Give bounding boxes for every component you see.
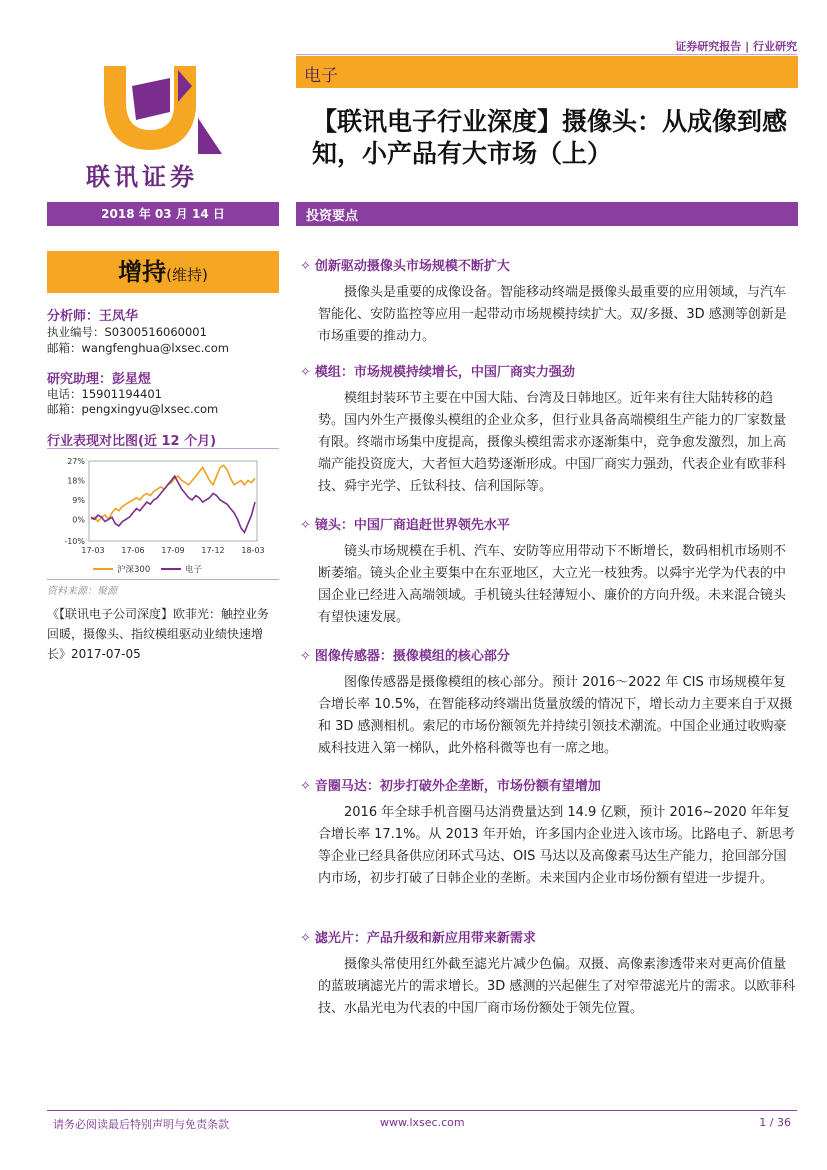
report-type-tag: 证券研究报告 | 行业研究	[675, 40, 797, 53]
chart-plot-frame	[89, 461, 257, 541]
footer-website[interactable]: www.lxsec.com	[380, 1116, 465, 1129]
assistant-email[interactable]: 邮箱：pengxingyu@lxsec.com	[47, 402, 219, 416]
chart-legend-label: 沪深300	[117, 565, 151, 575]
chart-container	[47, 448, 279, 580]
industry-bar	[296, 56, 798, 88]
point-body: 2016 年全球手机音圈马达消费量达到 14.9 亿颗，预计 2016~2020 年年复合增长率 17.1%。从 2013 年开始，许多国内企业进入该市场。比路电子、新思考等企业已经具备供应闭环式马达、OIS 马达以及高像素马达生产能力，抢回部分国内市场，初步打破了日韩企业的垄断。未来国内企业市场份额有望进一步提升。	[318, 805, 795, 886]
chart-y-tick-label: 0%	[72, 515, 85, 525]
chart-y-tick-label: 27%	[67, 457, 85, 466]
performance-chart	[47, 449, 279, 579]
analyst-label: 分析师：王凤华	[47, 309, 139, 324]
industry-label: 电子	[304, 66, 338, 86]
chart-y-tick-label: -10%	[64, 537, 85, 546]
chart-y-tick-label: 9%	[72, 495, 85, 505]
chart-x-tick-label: 17-06	[121, 546, 145, 555]
report-title: 【联讯电子行业深度】摄像头：从成像到感知，小产品有大市场（上）	[312, 107, 788, 168]
brand-name: 联讯证券	[86, 163, 198, 191]
diamond-bullet-icon: ✧	[300, 259, 311, 274]
point-body: 镜头市场规模在手机、汽车、安防等应用带动下不断增长，数码相机市场则不断萎缩。镜头企业主要集中在东亚地区，大立光一枝独秀。以舜宇光学为代表的中国企业已经进入高端领域。手机镜头往轻薄短小、廉价的方向升级。未来混合镜头有望快速发展。	[318, 544, 787, 625]
chart-source: 资料来源：聚源	[47, 586, 117, 597]
report-date: 2018 年 03 月 14 日	[47, 202, 279, 226]
diamond-bullet-icon: ✧	[300, 931, 311, 946]
chart-series-line	[91, 465, 255, 521]
chart-x-tick-label: 17-12	[201, 546, 225, 555]
section-title: 投资要点	[306, 209, 359, 224]
point-body: 图像传感器是摄像模组的核心部分。预计 2016～2022 年 CIS 市场规模年复合增长率 10.5%，在智能移动终端出货量放缓的情况下，增长动力主要来自于双摄和 3D 感测相机。索尼的市场份额领先并持续引领技术潮流。中国企业通过收购豪威科技进入第一梯队，此外格科微等也有一席之地。	[318, 675, 793, 756]
point-heading: ✧ 音圈马达：初步打破外企垄断，市场份额有望增加	[300, 779, 601, 794]
assistant-label: 研究助理：彭星煜	[47, 372, 152, 387]
diamond-bullet-icon: ✧	[300, 518, 311, 533]
chart-y-tick-label: 18%	[67, 476, 85, 486]
chart-x-tick-label: 18-03	[241, 546, 265, 555]
point-heading: ✧ 镜头：中国厂商追赶世界领先水平	[300, 518, 510, 533]
diamond-bullet-icon: ✧	[300, 649, 311, 664]
point-body: 摄像头是重要的成像设备。智能移动终端是摄像头最重要的应用领域，与汽车智能化、安防监控等应用一起带动市场规模持续扩大。双/多摄、3D 感测等创新是市场重要的推动力。	[318, 285, 787, 344]
point-body: 模组封装环节主要在中国大陆、台湾及日韩地区。近年来有往大陆转移的趋势。国内外生产摄像头模组的企业众多，但行业具备高端模组生产能力的厂家数量有限。终端市场集中度提高，摄像头模组需求亦逐渐集中，竞争愈发激烈，加上高端产能投资庞大，大者恒大趋势逐渐形成。中国厂商实力强劲，代表企业有欧菲科技、舜宇光学、丘钛科技、信利国际等。	[318, 391, 787, 494]
page-number: 1 / 36	[759, 1116, 791, 1129]
chart-x-tick-label: 17-03	[81, 546, 105, 555]
related-report[interactable]: 《【联讯电子公司深度】欧菲光：触控业务回暖，摄像头、指纹模组驱动业绩快速增长》2017-07-05	[47, 607, 270, 661]
analyst-cert: 执业编号：S0300516060001	[47, 325, 207, 339]
rating-value: 增持	[118, 258, 167, 286]
chart-series-line	[91, 476, 255, 532]
point-heading: ✧ 图像传感器：摄像模组的核心部分	[300, 649, 510, 664]
footer-divider	[47, 1110, 797, 1111]
chart-title: 行业表现对比图(近 12 个月)	[47, 434, 217, 449]
point-heading: ✧ 创新驱动摄像头市场规模不断扩大	[300, 259, 510, 274]
point-heading: ✧ 模组：市场规模持续增长，中国厂商实力强劲	[300, 365, 575, 380]
rating-box	[47, 251, 279, 293]
logo-purple-square	[132, 78, 170, 120]
section-bar	[296, 202, 798, 226]
footer-disclaimer[interactable]: 请务必阅读最后特别声明与免责条款	[53, 1118, 229, 1131]
logo-purple-tri-bottom	[198, 118, 222, 154]
diamond-bullet-icon: ✧	[300, 779, 311, 794]
chart-x-tick-label: 17-09	[161, 546, 185, 555]
assistant-phone: 电话：15901194401	[47, 387, 162, 401]
analyst-email[interactable]: 邮箱：wangfenghua@lxsec.com	[47, 341, 229, 355]
point-heading: ✧ 滤光片：产品升级和新应用带来新需求	[300, 931, 536, 946]
header-divider	[296, 54, 797, 55]
diamond-bullet-icon: ✧	[300, 365, 311, 380]
point-body: 摄像头常使用红外截至滤光片减少色偏。双摄、高像素渗透带来对更高价值量的蓝玻璃滤光片的需求增长。3D 感测的兴起催生了对窄带滤光片的需求。以欧菲科技、水晶光电为代表的中国厂商市场份额处于领先位置。	[318, 957, 796, 1016]
rating-note: (维持)	[166, 266, 208, 284]
chart-legend-label: 电子	[185, 565, 203, 575]
